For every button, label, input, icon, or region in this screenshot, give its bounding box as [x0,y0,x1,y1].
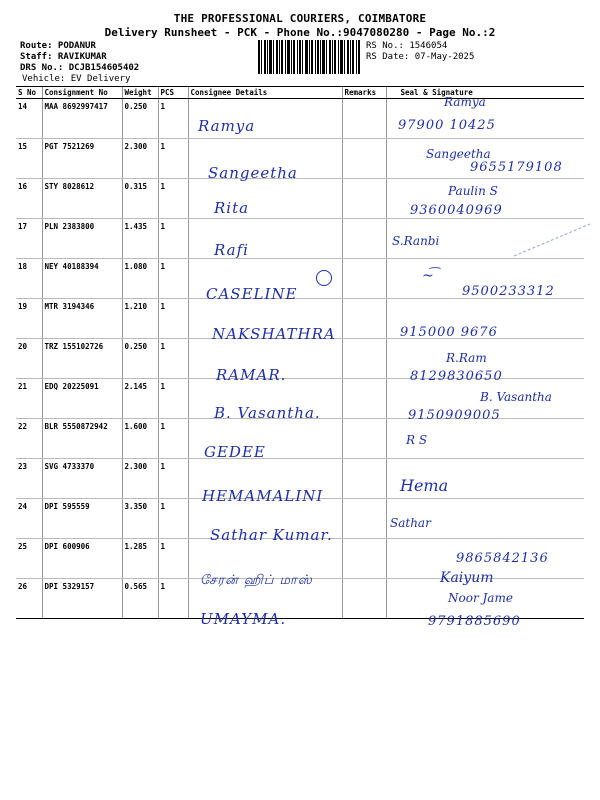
pcs-cell: 1 [158,179,188,219]
handwritten-signature: ~͡ [422,268,434,284]
pcs-cell: 1 [158,139,188,179]
consignment-number-cell: TRZ 155102726 [42,339,122,379]
weight-cell: 1.210 [122,299,158,339]
drs-number: DRS No.: DCJB154605402 [20,63,140,73]
consignee-details-cell [188,179,342,219]
serial-number-cell: 14 [16,99,42,139]
pcs-cell: 1 [158,539,188,579]
weight-cell: 2.300 [122,459,158,499]
handwritten-consignee: Rafi [214,241,249,259]
handwritten-signature: Sangeetha [426,147,491,161]
remarks-cell [342,379,386,419]
route-label: Route: PODANUR [20,41,96,51]
weight-cell: 0.315 [122,179,158,219]
handwritten-consignee: சேரன் ஹிப் மாஸ் [200,573,313,588]
consignment-number-cell: SVG 4733370 [42,459,122,499]
handwritten-consignee: RAMAR. [216,366,287,384]
remarks-cell [342,299,386,339]
runsheet-subtitle: Delivery Runsheet - PCK - Phone No.:9047080280 - Page No.:2 [104,26,496,39]
serial-number-cell: 22 [16,419,42,459]
table-row [16,219,584,259]
remarks-cell [342,539,386,579]
handwritten-signature: Paulin S [448,184,498,198]
remarks-cell [342,579,386,619]
column-header: PCS [158,87,188,99]
weight-cell: 0.250 [122,99,158,139]
consignment-number-cell: NEY 40188394 [42,259,122,299]
remarks-cell [342,459,386,499]
pcs-cell: 1 [158,219,188,259]
consignment-number-cell: MTR 3194346 [42,299,122,339]
staff-label: Staff: RAVIKUMAR [20,52,107,62]
consignment-number-cell: EDQ 20225091 [42,379,122,419]
handwritten-consignee: UMAYMA. [200,610,287,628]
remarks-cell [342,99,386,139]
handwritten-signature: Noor Jame [448,591,513,605]
consignment-number-cell: DPI 595559 [42,499,122,539]
serial-number-cell: 17 [16,219,42,259]
serial-number-cell: 20 [16,339,42,379]
column-header: Weight [122,87,158,99]
pcs-cell: 1 [158,419,188,459]
pcs-cell: 1 [158,579,188,619]
serial-number-cell: 26 [16,579,42,619]
handwritten-phone: 9655179108 [470,160,563,175]
column-header: Consignee Details [188,87,342,99]
consignment-number-cell: MAA 8692997417 [42,99,122,139]
column-header: Remarks [342,87,386,99]
weight-cell: 1.285 [122,539,158,579]
remarks-cell [342,419,386,459]
pcs-cell: 1 [158,379,188,419]
remarks-cell [342,259,386,299]
consignment-number-cell: DPI 600906 [42,539,122,579]
remarks-cell [342,179,386,219]
handwritten-phone: 9500233312 [462,284,555,299]
handwritten-consignee: B. Vasantha. [214,404,321,422]
column-header: S No [16,87,42,99]
pcs-cell: 1 [158,99,188,139]
handwritten-phone: 97900 10425 [398,118,496,133]
serial-number-cell: 16 [16,179,42,219]
handwritten-signature: R S [406,433,428,447]
weight-cell: 2.300 [122,139,158,179]
weight-cell: 3.350 [122,499,158,539]
serial-number-cell: 19 [16,299,42,339]
rs-number: RS No.: 1546054 [366,41,448,51]
pen-stroke-mark [512,222,592,258]
handwritten-consignee: Sathar Kumar. [210,526,333,544]
consignment-number-cell: STY 8028612 [42,179,122,219]
remarks-cell [342,339,386,379]
serial-number-cell: 18 [16,259,42,299]
consignment-number-cell: BLR 5550872942 [42,419,122,459]
serial-number-cell: 15 [16,139,42,179]
consignment-number-cell: PGT 7521269 [42,139,122,179]
handwritten-signature: R.Ram [446,351,487,365]
table-row [16,419,584,459]
handwritten-phone: 9865842136 [456,551,549,566]
handwritten-consignee: HEMAMALINI [202,487,324,505]
handwritten-signature: Sathar [390,516,431,530]
table-row [16,99,584,139]
table-header-row [16,87,584,99]
pcs-cell: 1 [158,459,188,499]
consignment-number-cell: PLN 2383800 [42,219,122,259]
rs-date: RS Date: 07-May-2025 [366,52,475,62]
pcs-cell: 1 [158,339,188,379]
handwritten-signature: B. Vasantha [480,390,552,404]
pcs-cell: 1 [158,259,188,299]
stamp-mark [316,270,332,286]
weight-cell: 1.080 [122,259,158,299]
weight-cell: 2.145 [122,379,158,419]
remarks-cell [342,139,386,179]
barcode-image [258,40,360,74]
remarks-cell [342,219,386,259]
weight-cell: 1.435 [122,219,158,259]
handwritten-phone: 915000 9676 [400,325,498,340]
column-header: Consignment No [42,87,122,99]
company-title: THE PROFESSIONAL COURIERS, COIMBATORE [173,12,427,25]
weight-cell: 0.565 [122,579,158,619]
serial-number-cell: 25 [16,539,42,579]
handwritten-phone: 9150909005 [408,408,501,423]
handwritten-signature: Ramya [444,95,486,109]
remarks-cell [342,499,386,539]
weight-cell: 0.250 [122,339,158,379]
handwritten-signature: S.Ranbi [392,234,440,248]
serial-number-cell: 24 [16,499,42,539]
handwritten-consignee: CASELINE [206,285,298,303]
consignment-number-cell: DPI 5329157 [42,579,122,619]
column-header: Seal & Signature [386,87,584,99]
handwritten-phone: 9791885690 [428,614,521,629]
handwritten-signature: Kaiyum [440,570,494,586]
pcs-cell: 1 [158,499,188,539]
serial-number-cell: 21 [16,379,42,419]
consignee-details-cell [188,219,342,259]
pcs-cell: 1 [158,299,188,339]
serial-number-cell: 23 [16,459,42,499]
handwritten-consignee: Sangeetha [208,164,298,182]
handwritten-phone: 8129830650 [410,369,503,384]
handwritten-signature: Hema [400,476,449,495]
vehicle-label: Vehicle: EV Delivery [22,74,131,84]
weight-cell: 1.600 [122,419,158,459]
handwritten-consignee: Ramya [198,117,256,135]
handwritten-consignee: NAKSHATHRA [212,325,336,343]
handwritten-consignee: GEDEE [204,443,266,461]
handwritten-phone: 9360040969 [410,203,503,218]
handwritten-consignee: Rita [214,199,250,217]
